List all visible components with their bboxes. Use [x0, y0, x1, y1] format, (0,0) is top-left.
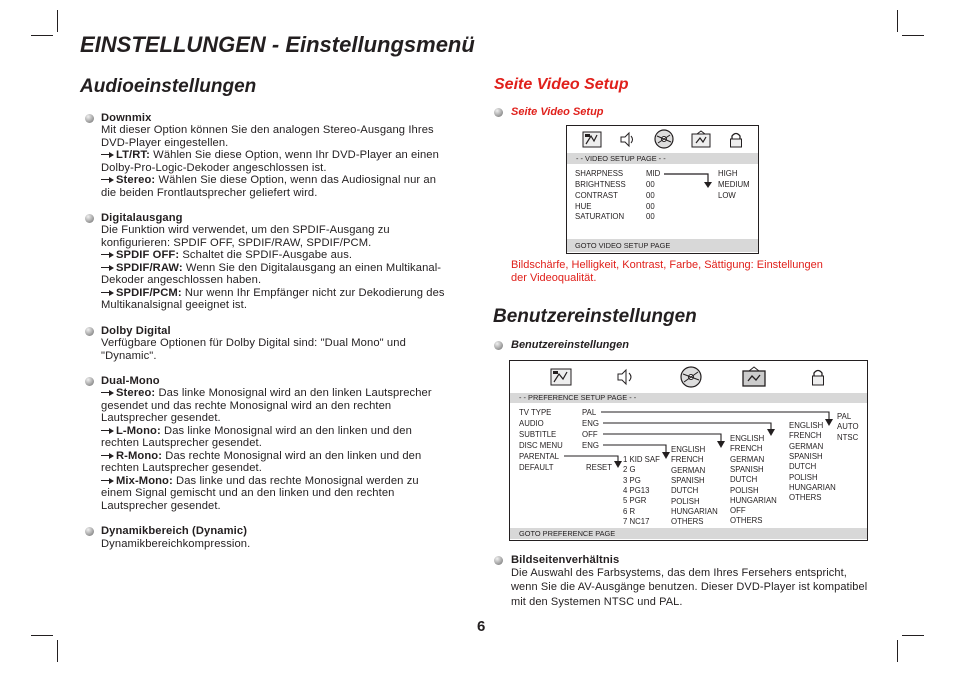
video-setting-value: MID [646, 169, 661, 178]
tv-type-option[interactable]: PAL [837, 412, 852, 421]
crop-mark [902, 35, 924, 36]
pref-setting-label[interactable]: AUDIO [519, 419, 544, 428]
bullet-icon [85, 214, 94, 223]
page-title: EINSTELLUNGEN - Einstellungsmenü [80, 32, 475, 57]
dual-stereo: Stereo: Das linke Monosignal wird an den linken Lautsprecher [101, 387, 432, 400]
language-option[interactable]: FRENCH [671, 455, 704, 465]
video-setting-label[interactable]: HUE [575, 202, 592, 211]
language-option[interactable]: HUNGARIAN [730, 495, 777, 505]
arrow-icon [101, 476, 114, 485]
user-subtitle: Benutzereinstellungen [511, 339, 629, 351]
crop-mark [57, 10, 58, 32]
language-option[interactable]: OFF [730, 506, 746, 516]
pref-setting-value: ENG [582, 419, 599, 428]
pref-setting-value: PAL [582, 408, 597, 417]
crop-mark [31, 635, 53, 636]
video-setting-label[interactable]: BRIGHTNESS [575, 180, 626, 189]
digital-raw: SPDIF/RAW: Wenn Sie den Digitalausgang an einen Multikanal- [101, 262, 441, 275]
dual-mix-cont: einem Signal gemischt und an den linken und den rechten [101, 487, 395, 499]
pref-setting-label[interactable]: PARENTAL [519, 452, 560, 461]
bullet-icon [85, 327, 94, 336]
general-setup-icon[interactable] [582, 131, 602, 148]
arrow-icon [101, 250, 114, 259]
crop-mark [57, 640, 58, 662]
section-title-video: Seite Video Setup [494, 76, 629, 93]
pref-setting-value: OFF [582, 430, 598, 439]
section-title-audio: Audioeinstellungen [80, 76, 257, 97]
arrow-icon [101, 426, 114, 435]
dolby-line: "Dynamic". [101, 350, 157, 362]
pref-setting-label[interactable]: TV TYPE [519, 408, 552, 417]
preference-setup-bar: - - PREFERENCE SETUP PAGE - - [510, 393, 867, 403]
dolby-line: Verfügbare Optionen für Dolby Digital sind: "Dual Mono" und [101, 337, 406, 349]
language-option[interactable]: HUNGARIAN [789, 482, 836, 492]
video-setting-value: 00 [646, 212, 655, 221]
language-option[interactable]: OTHERS [730, 516, 763, 526]
digital-pcm: SPDIF/PCM: Nur wenn Ihr Empfänger nicht zur Dekodierung des [101, 287, 445, 300]
aspect-line: mit den Systemen NTSC und PAL. [511, 596, 683, 608]
tv-type-option[interactable]: AUTO [837, 422, 859, 432]
language-option[interactable]: SPANISH [671, 475, 705, 485]
bullet-icon [494, 108, 503, 117]
preference-setup-footer[interactable]: GOTO PREFERENCE PAGE [510, 528, 867, 539]
audio-setup-icon[interactable] [617, 131, 637, 148]
crop-mark [902, 635, 924, 636]
dual-mix: Mix-Mono: Das linke und das rechte Monosignal werden zu [101, 475, 419, 488]
downmix-ltrt: LT/RT: Wählen Sie diese Option, wenn Ihr DVD-Player an einen [101, 149, 439, 162]
language-option[interactable]: ENGLISH [730, 434, 765, 443]
language-option[interactable]: DUTCH [671, 486, 699, 496]
arrow-icon [101, 175, 114, 184]
video-setting-value: 00 [646, 202, 655, 211]
video-option[interactable]: LOW [718, 191, 736, 200]
dual-rmono-cont: rechten Lautsprecher gesendet. [101, 462, 262, 474]
bullet-icon [85, 114, 94, 123]
language-option[interactable]: OTHERS [671, 517, 704, 527]
bullet-icon [85, 527, 94, 536]
crop-mark [897, 640, 898, 662]
preference-setup-icon[interactable] [691, 131, 711, 148]
downmix-label: Downmix [101, 112, 152, 124]
dual-stereo-cont: Lautsprecher gesendet. [101, 412, 221, 424]
video-subtitle: Seite Video Setup [511, 106, 604, 118]
parental-option[interactable]: 2 G [623, 465, 636, 475]
dual-stereo-cont: gesendet und das rechte Monosignal wird an den rechten [101, 400, 392, 412]
dual-lmono: L-Mono: Das linke Monosignal wird an den linken und den [101, 425, 412, 438]
password-setup-icon[interactable] [728, 131, 744, 148]
aspect-line: Die Auswahl des Farbsystems, das dem Ihres Fersehers entspricht, [511, 567, 847, 579]
dual-lmono-cont: rechten Lautsprecher gesendet. [101, 437, 262, 449]
video-connector-line [664, 170, 724, 200]
arrow-icon [101, 451, 114, 460]
arrow-icon [101, 150, 114, 159]
tv-type-option[interactable]: NTSC [837, 432, 859, 442]
bullet-icon [85, 377, 94, 386]
downmix-line: DVD-Player eingestellen. [101, 137, 229, 149]
dynamic-text: Dynamikbereichkompression. [101, 538, 251, 550]
language-option[interactable]: HUNGARIAN [671, 506, 718, 516]
language-option[interactable]: POLISH [730, 485, 759, 495]
bullet-icon [494, 556, 503, 565]
language-option[interactable]: POLISH [789, 472, 818, 482]
video-setup-bar: - - VIDEO SETUP PAGE - - [567, 153, 758, 164]
arrow-icon [101, 388, 114, 397]
parental-option[interactable]: 7 NC17 [623, 516, 650, 526]
digital-pcm-cont: Multikanalsignal geeignet ist. [101, 299, 248, 311]
language-option[interactable]: GERMAN [671, 465, 706, 475]
dual-label: Dual-Mono [101, 375, 160, 387]
language-option[interactable]: GERMAN [789, 441, 824, 451]
downmix-stereo: Stereo: Wählen Sie diese Option, wenn das Audiosignal nur an [101, 174, 436, 187]
parental-option[interactable]: 5 PGR [623, 496, 647, 506]
digital-raw-cont: Dekoder angeschlossen haben. [101, 274, 262, 286]
parental-option[interactable]: 3 PG [623, 475, 641, 485]
video-setting-label[interactable]: SATURATION [575, 212, 625, 221]
language-option[interactable]: POLISH [671, 496, 700, 506]
language-option[interactable]: FRENCH [730, 444, 763, 454]
digital-line: Die Funktion wird verwendet, um den SPDIF-Ausgang zu [101, 224, 390, 236]
language-option[interactable]: DUTCH [730, 475, 758, 485]
pref-setting-value: ENG [582, 441, 599, 450]
pref-setting-label[interactable]: SUBTITLE [519, 430, 557, 439]
language-option[interactable]: FRENCH [789, 431, 822, 441]
language-option[interactable]: DUTCH [789, 462, 817, 472]
language-option[interactable]: SPANISH [730, 464, 764, 474]
aspect-line: wenn Sie die AV-Ausgänge benutzen. Dieser DVD-Player ist kompatibel [511, 581, 868, 593]
dynamic-label: Dynamikbereich (Dynamic) [101, 525, 248, 537]
dual-rmono: R-Mono: Das rechte Monosignal wird an den linken und den [101, 450, 421, 463]
language-option[interactable]: OTHERS [789, 493, 822, 503]
parental-option[interactable]: 1 KID SAF [623, 455, 660, 464]
video-setting-value: 00 [646, 191, 655, 200]
language-option[interactable]: SPANISH [789, 451, 823, 461]
downmix-ltrt-cont: Dolby-Pro-Logic-Dekoder angeschlossen ist. [101, 162, 327, 174]
downmix-line: Mit dieser Option können Sie den analogen Stereo-Ausgang Ihres [101, 124, 434, 136]
digital-off: SPDIF OFF: Schaltet die SPDIF-Ausgabe aus. [101, 249, 352, 262]
video-setting-label[interactable]: CONTRAST [575, 191, 618, 200]
digital-line: konfigurieren: SPDIF OFF, SPDIF/RAW, SPDIF/PCM. [101, 237, 372, 249]
video-setting-label[interactable]: SHARPNESS [575, 169, 624, 178]
crop-mark [897, 10, 898, 32]
digital-label: Digitalausgang [101, 212, 183, 224]
pref-setting-label[interactable]: DEFAULT [519, 463, 554, 472]
dolby-label: Dolby Digital [101, 325, 171, 337]
language-option[interactable]: ENGLISH [789, 421, 824, 430]
video-setup-panel [566, 125, 759, 254]
crop-mark [31, 35, 53, 36]
video-description-line: Bildschärfe, Helligkeit, Kontrast, Farbe, Sättigung: Einstellungen [511, 259, 823, 271]
language-option[interactable]: GERMAN [730, 454, 765, 464]
parental-option[interactable]: 4 PG13 [623, 485, 650, 495]
arrow-icon [101, 288, 114, 297]
aspect-label: Bildseitenverhältnis [511, 554, 620, 566]
video-option[interactable]: HIGH [718, 169, 738, 178]
downmix-stereo-cont: die beiden Frontlautsprecher geliefert wird. [101, 187, 318, 199]
video-setup-icon[interactable] [653, 128, 675, 150]
pref-setting-value: RESET [586, 463, 612, 472]
section-title-user: Benutzereinstellungen [493, 306, 697, 327]
video-setup-footer[interactable]: GOTO VIDEO SETUP PAGE [567, 239, 758, 252]
preference-setup-panel [509, 360, 868, 541]
dual-mix-cont: Lautsprecher gesendet. [101, 500, 221, 512]
arrow-icon [101, 263, 114, 272]
video-option[interactable]: MEDIUM [718, 180, 750, 189]
parental-option[interactable]: 6 R [623, 506, 636, 516]
bullet-icon [494, 341, 503, 350]
pref-setting-label[interactable]: DISC MENU [519, 441, 563, 450]
language-option[interactable]: ENGLISH [671, 445, 706, 454]
video-setting-value: 00 [646, 180, 655, 189]
video-description-line: der Videoqualität. [511, 272, 597, 284]
page-number: 6 [477, 618, 486, 635]
